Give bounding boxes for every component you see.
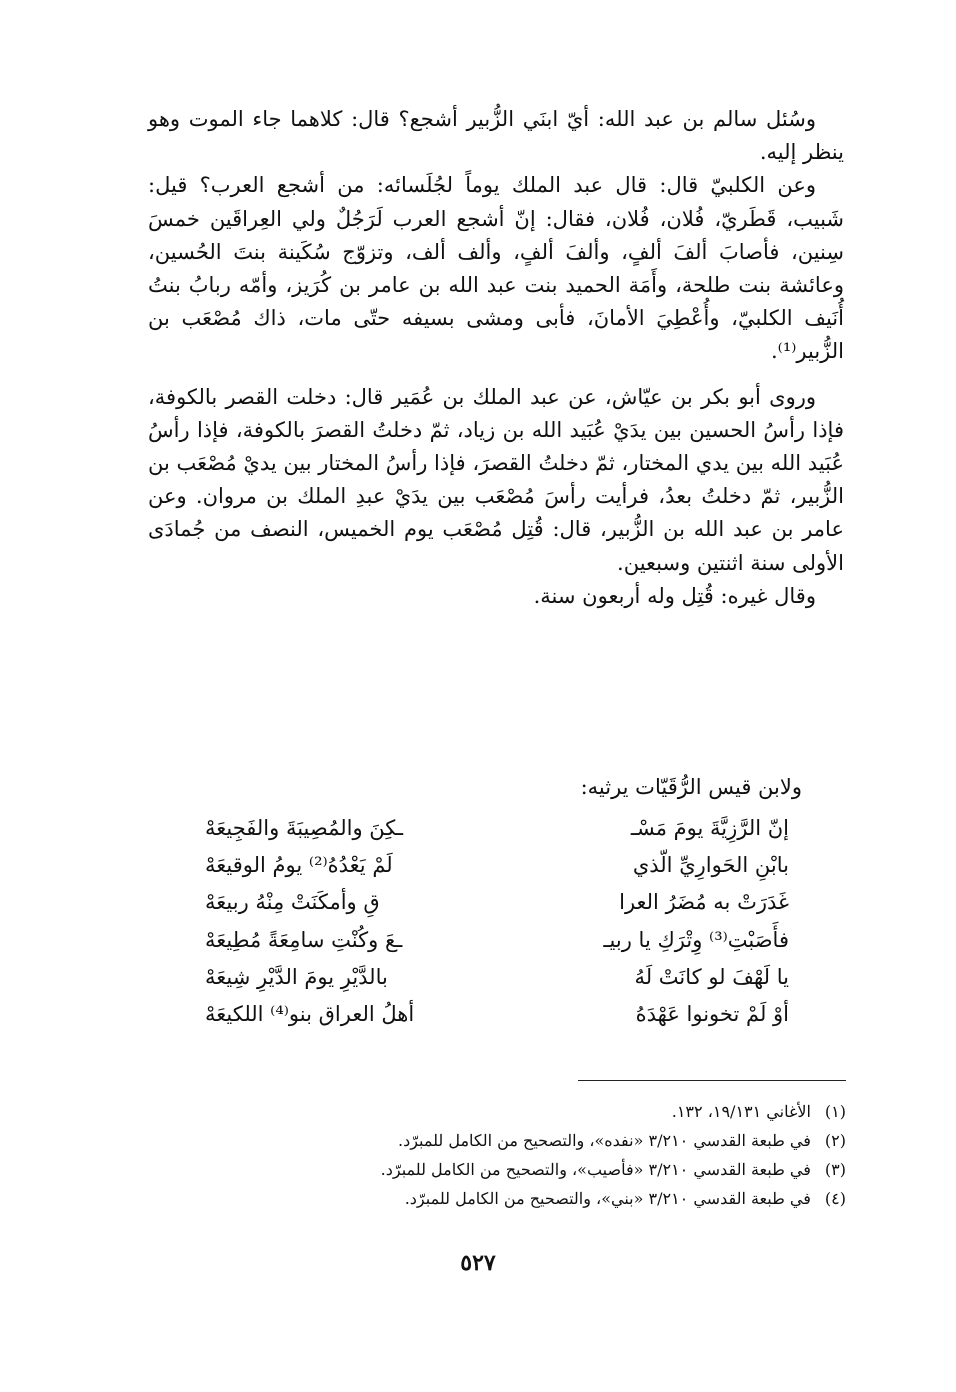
hemistich-first: بابْنِ الحَوارِيِّ الّذي — [632, 853, 789, 878]
poem-verse — [205, 959, 789, 996]
poem-verse — [205, 922, 789, 959]
footnote-number: (٢) — [824, 1131, 846, 1150]
footnote — [300, 1155, 846, 1184]
hemistich-first: يا لَهْفَ لو كانَتْ لَهُ — [634, 964, 789, 989]
footnote — [300, 1184, 846, 1213]
footnote — [300, 1126, 846, 1155]
hemistich-second: ـكِنَ والمُصِيبَةَ والفَجِيعَهْ — [205, 816, 404, 840]
poem-verse — [205, 884, 789, 921]
footnote-text: في طبعة القدسي ٣/٢١٠ «بني»، والتصحيح من الكامل للمبرّد. — [404, 1189, 811, 1208]
poem — [205, 810, 789, 1033]
poem-intro: ولابن قيس الرُّقَيّات يرثيه: — [580, 775, 802, 799]
footnote-divider — [578, 1080, 846, 1081]
footnote-number: (١) — [824, 1102, 846, 1121]
footnote-number: (٣) — [824, 1160, 846, 1179]
hemistich-first: أوْ لَمْ تخونوا عَهْدَهُ — [635, 1002, 789, 1027]
main-text — [148, 103, 844, 613]
footnotes — [300, 1097, 846, 1213]
poem-verse — [205, 996, 789, 1033]
footnote-number: (٤) — [824, 1189, 846, 1208]
footnote — [300, 1097, 846, 1126]
poem-verse — [205, 847, 789, 884]
paragraph-age: وقال غيره: قُتِل وله أربعون سنة. — [533, 583, 816, 608]
hemistich-second: لَمْ يَعْدُهُ⁽²⁾ يومُ الوقيعَهْ — [205, 853, 393, 878]
hemistich-first: غَدَرَتْ به مُضَرُ العرا — [619, 890, 789, 915]
paragraph-kalbi: وعن الكلبيّ قال: قال عبد الملك يوماً لجُلَسائه: من أشجع العرب؟ قيل: شَبيب، قَطَريّ، فُلان، فُلان، فقال: إنّ أشجع العرب لَرَجُلٌ ولي العِراقَين خمسَ سِنين، فأصابَ ألفَ ألفٍ، وألفَ ألفٍ، وألف ألف، وتزوّج سُكَينة بنتَ الحُسين، وعائشة بنت طلحة، وأَمَة الحميد بنت عبد الله بن عامر بن كُرَيز، وأمّه ربابُ بنتُ أُنَيف الكلبيّ، وأُعْطِيَ الأمانَ، فأبى ومشى بسيفه حتّى مات، ذاك مُصْعَب بن الزُّبير⁽¹⁾. — [148, 173, 844, 364]
footnote-text: في طبعة القدسي ٣/٢١٠ «فأصيب»، والتصحيح من الكامل للمبرّد. — [380, 1160, 811, 1179]
hemistich-first: إنّ الرَّزِيَّةَ يومَ مَسْـ — [630, 816, 789, 840]
hemistich-second: بالدَّيْرِ يومَ الدَّيْرِ شِيعَهْ — [205, 964, 388, 989]
hemistich-first: فأَصَبْتِ⁽³⁾ وِتْرَكِ يا ربيـ — [603, 927, 789, 952]
poem-verse — [205, 810, 789, 847]
page-number: ٥٢٧ — [460, 1250, 496, 1276]
footnote-text: في طبعة القدسي ٣/٢١٠ «نفده»، والتصحيح من الكامل للمبرّد. — [397, 1131, 811, 1150]
paragraph-abu-bakr: وروى أبو بكر بن عيّاش، عن عبد الملك بن عُمَير قال: دخلت القصر بالكوفة، فإذا رأسُ الحسين بين يدَيْ عُبَيد الله بن زياد، ثمّ دخلتُ القصرَ بالكوفة، فإذا رأسُ عُبَيد الله بين يدي المختار، ثمّ دخلتُ القصرَ، فإذا رأسُ المختار بين يديْ مُصْعَب بن الزُّبير، ثمّ دخلتُ بعدُ، فرأيت رأسَ مُصْعَب بين يدَيْ عبدِ الملك بن مروان. وعن عامر بن عبد الله بن الزُّبير، قال: قُتِل مُصْعَب يوم الخميس، النصف من جُمادَى الأولى سنة اثنتين وسبعين. — [148, 384, 844, 575]
footnote-text: الأغاني ١٩/١٣١، ١٣٢. — [671, 1102, 811, 1121]
hemistich-second: أهلُ العراق بنو⁽⁴⁾ اللكيعَهْ — [205, 1002, 415, 1027]
hemistich-second: ـعَ وكُنْتِ سامِعَةً مُطِيعَهْ — [205, 927, 403, 952]
hemistich-second: قِ وأمكَنَتْ مِنْهُ ربيعَهْ — [205, 890, 380, 915]
paragraph-salem: وسُئل سالم بن عبد الله: أيّ ابنَي الزُّبير أشجع؟ قال: كلاهما جاء الموت وهو ينظر إليه. — [148, 107, 844, 165]
